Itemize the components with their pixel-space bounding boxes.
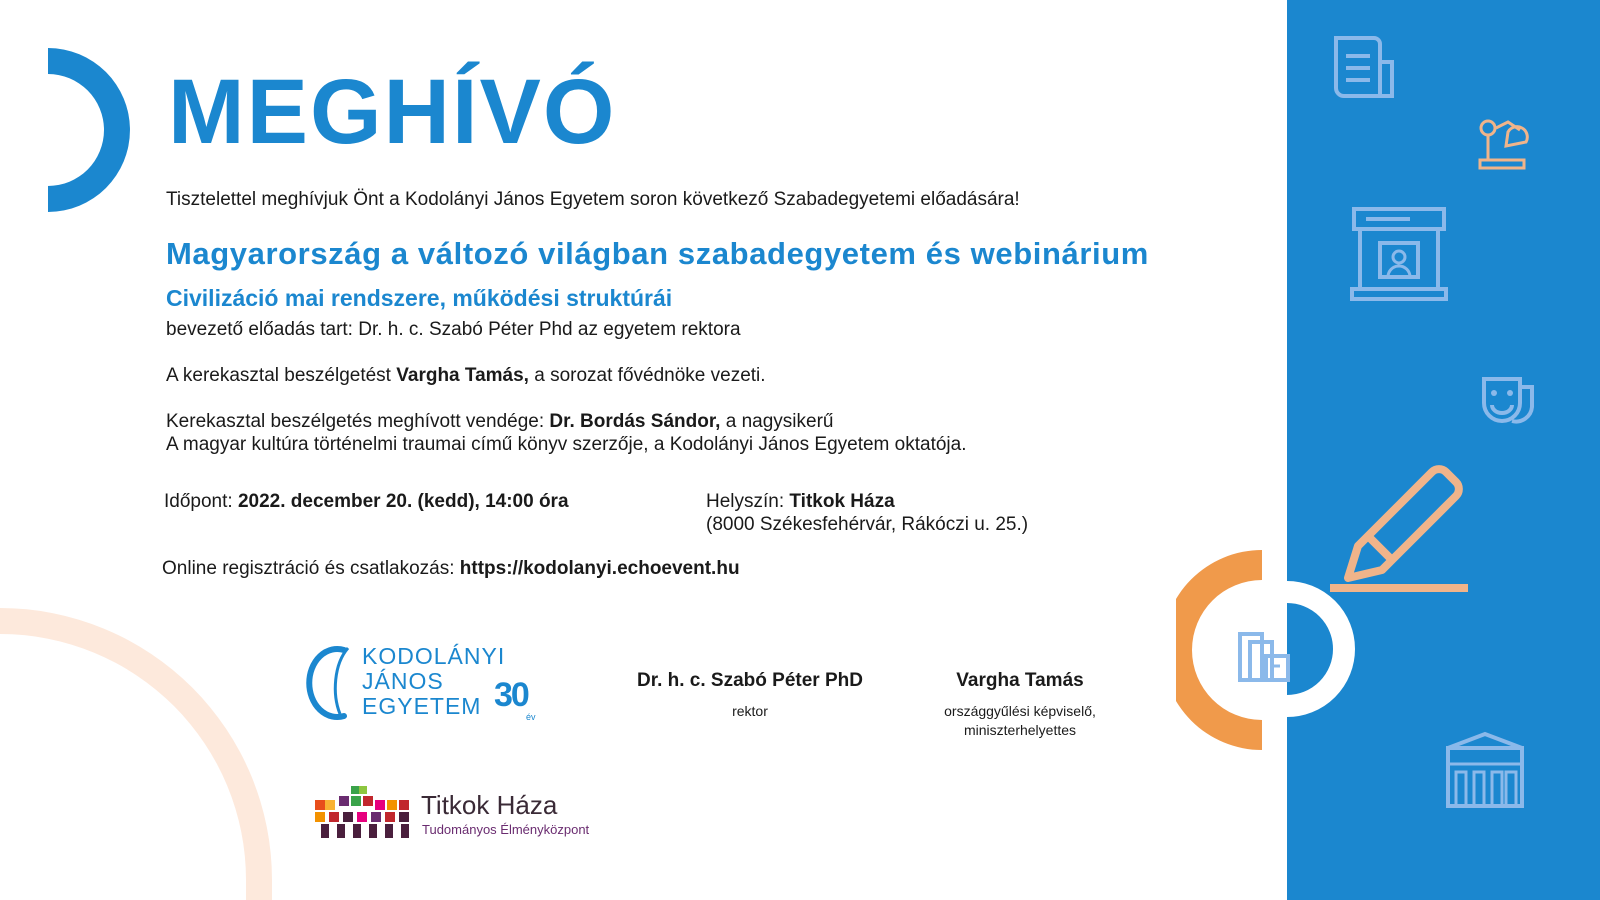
- location-address: (8000 Székesfehérvár, Rákóczi u. 25.): [706, 514, 1029, 535]
- signatory-2-role-line2: miniszterhelyettes: [963, 722, 1077, 738]
- intro-text: Tisztelettel meghívjuk Önt a Kodolányi János Egyetem soron következő Szabadegyetemi előadására!: [166, 189, 1020, 210]
- titkok-haza-tagline: Tudományos Élményközpont: [422, 822, 590, 837]
- time-value: 2022. december 20. (kedd), 14:00 óra: [237, 491, 569, 512]
- buildings-icon: [1236, 626, 1296, 686]
- time-label: Időpont:: [164, 491, 233, 512]
- blue-arc-decoration: [0, 40, 130, 220]
- roundtable-text: [166, 364, 766, 387]
- signatory-1-name: Dr. h. c. Szabó Péter PhD: [637, 670, 863, 691]
- location-label: Helyszín:: [706, 491, 785, 512]
- titkok-haza-logo: [315, 782, 605, 842]
- signatory-2-role-line1: országgyűlési képviselő,: [944, 703, 1096, 719]
- guest-description: A magyar kultúra történelmi traumai című könyv szerzője, a Kodolányi János Egyetem oktatója.: [166, 434, 967, 455]
- roundtable-moderator: Vargha Tamás,: [396, 365, 529, 386]
- kje-logo-line3: EGYETEM: [362, 693, 482, 719]
- university-building-icon: [1444, 730, 1526, 812]
- roundtable-prefix: A kerekasztal beszélgetést: [166, 365, 391, 386]
- lamp-icon: [1478, 118, 1534, 174]
- guest-name: Dr. Bordás Sándor,: [549, 411, 721, 432]
- kje-logo-line1: KODOLÁNYI: [362, 643, 506, 669]
- signatory-1-role: rektor: [732, 703, 768, 719]
- intro-lecture-text: bevezető előadás tart: Dr. h. c. Szabó Péter Phd az egyetem rektora: [166, 319, 741, 340]
- presentation-board-icon: [1350, 205, 1448, 303]
- kje-logo-years: 30: [494, 676, 528, 714]
- guest-prefix: Kerekasztal beszélgetés meghívott vendége:: [166, 411, 545, 432]
- roundtable-suffix: a sorozat fővédnöke vezeti.: [534, 365, 766, 386]
- titkok-haza-logo-mark: [315, 782, 413, 840]
- registration-info: [162, 557, 740, 580]
- registration-link[interactable]: https://kodolanyi.echoevent.hu: [459, 558, 740, 579]
- titkok-haza-name: Titkok Háza: [421, 790, 558, 820]
- kje-logo-line2: JÁNOS: [362, 668, 444, 694]
- kje-logo-mark: [304, 644, 364, 722]
- location-info: [706, 490, 895, 513]
- page-title: MEGHÍVÓ: [168, 61, 617, 163]
- event-subtitle: Civilizáció mai rendszere, működési struktúrái: [166, 285, 673, 311]
- registration-label: Online regisztráció és csatlakozás:: [162, 558, 455, 579]
- kje-logo: [304, 644, 544, 724]
- peach-arc-decoration: [0, 600, 290, 900]
- guest-suffix: a nagysikerű: [725, 411, 834, 432]
- signatory-2-name: Vargha Tamás: [956, 670, 1084, 691]
- time-info: [164, 490, 569, 513]
- scroll-icon: [1330, 34, 1400, 104]
- pen-icon: [1328, 458, 1470, 596]
- kje-logo-years-unit: év: [526, 712, 536, 722]
- event-title: Magyarország a változó világban szabadegyetem és webinárium: [166, 236, 1149, 271]
- theater-masks-icon: [1478, 373, 1536, 431]
- location-value: Titkok Háza: [789, 491, 895, 512]
- guest-text: [166, 410, 833, 433]
